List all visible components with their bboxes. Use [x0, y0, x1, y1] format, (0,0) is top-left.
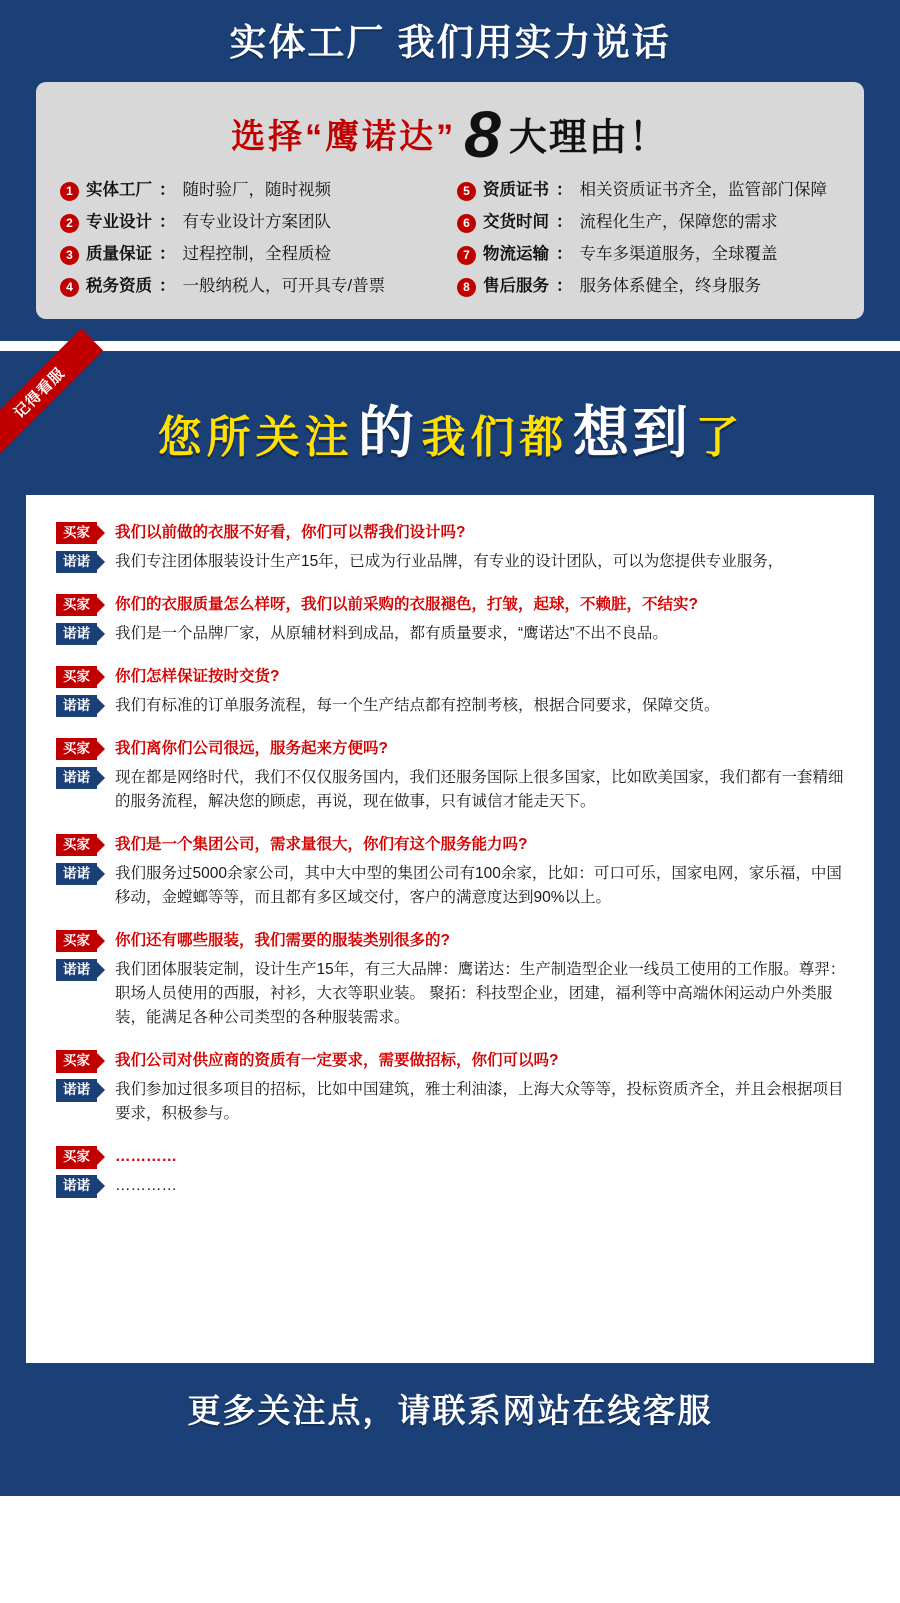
reason-title: 交货时间	[483, 213, 549, 232]
faq-answer-row	[56, 622, 848, 646]
reason-title: 售后服务	[483, 277, 549, 296]
faq-heading-part-4: 想到	[572, 401, 691, 465]
reasons-heading-right: 大理由！	[508, 117, 669, 160]
corner-ribbon: 记得看服	[0, 329, 103, 457]
faq-question-row	[56, 833, 848, 857]
faq-question-text: 我们以前做的衣服不好看，你们可以帮我们设计吗?	[115, 524, 466, 542]
buyer-tag: 买家	[56, 594, 97, 616]
faq-question-text: 我们离你们公司很远，服务起来方便吗?	[115, 740, 388, 758]
reason-title: 资质证书	[483, 181, 549, 200]
reason-number-badge: 2	[60, 214, 79, 233]
faq-heading-part-1: 您所关注	[157, 413, 354, 463]
faq-answer-row	[56, 1174, 848, 1198]
reasons-card	[36, 82, 864, 319]
reasons-grid	[60, 180, 840, 297]
seller-tag: 诺诺	[56, 1175, 97, 1197]
faq-heading-part-5: 了	[695, 413, 743, 463]
reason-colon: ：	[556, 213, 573, 232]
reason-number-badge: 8	[457, 278, 476, 297]
faq-item	[56, 833, 848, 910]
faq-question-row	[56, 593, 848, 617]
faq-answer-text: 现在都是网络时代，我们不仅仅服务国内，我们还服务国际上很多国家，比如欧美国家，我们都有一套精细的服务流程，解决您的顾虑，再说，现在做事，只有诚信才能走天下。	[115, 769, 844, 811]
reason-text: 有专业设计方案团队	[182, 213, 331, 232]
reason-colon: ：	[556, 277, 573, 296]
faq-answer-text: 我们参加过很多项目的招标，比如中国建筑，雅士利油漆，上海大众等等，投标资质齐全，并且会根据项目要求，积极参与。	[115, 1081, 844, 1123]
reason-item	[457, 180, 840, 201]
reason-item	[457, 276, 840, 297]
buyer-tag: 买家	[56, 834, 97, 856]
buyer-tag: 买家	[56, 522, 97, 544]
reason-number-badge: 7	[457, 246, 476, 265]
faq-card	[26, 495, 874, 1363]
faq-item	[56, 1049, 848, 1126]
reason-text: 服务体系健全，终身服务	[579, 277, 761, 296]
reason-text: 随时验厂，随时视频	[182, 181, 331, 200]
faq-answer-row	[56, 694, 848, 718]
faq-answer-text: 我们有标准的订单服务流程，每一个生产结点都有控制考核，根据合同要求，保障交货。	[115, 697, 720, 715]
reason-item	[60, 276, 443, 297]
reason-colon: ：	[159, 277, 176, 296]
reason-number-badge: 4	[60, 278, 79, 297]
reason-number-badge: 5	[457, 182, 476, 201]
faq-question-text: 你们还有哪些服装，我们需要的服装类别很多的?	[115, 932, 450, 950]
seller-tag: 诺诺	[56, 959, 97, 981]
buyer-tag: 买家	[56, 930, 97, 952]
faq-answer-text: 我们专注团体服装设计生产15年，已成为行业品牌，有专业的设计团队，可以为您提供专业服务，	[115, 553, 784, 571]
faq-heading-part-3: 我们都	[421, 413, 569, 463]
faq-question-row	[56, 1145, 848, 1169]
reason-colon: ：	[159, 181, 176, 200]
reason-item	[60, 180, 443, 201]
faq-question-row	[56, 665, 848, 689]
seller-tag: 诺诺	[56, 863, 97, 885]
seller-tag: 诺诺	[56, 623, 97, 645]
reason-number-badge: 1	[60, 182, 79, 201]
faq-question-text: 我们是一个集团公司，需求量很大，你们有这个服务能力吗?	[115, 836, 528, 854]
faq-answer-text: 我们是一个品牌厂家，从原辅材料到成品，都有质量要求，“鹰诺达”不出不良品。	[115, 625, 668, 643]
buyer-tag: 买家	[56, 1050, 97, 1072]
faq-answer-row	[56, 550, 848, 574]
faq-item	[56, 737, 848, 814]
faq-heading	[0, 351, 900, 495]
faq-answer-text: 我们服务过5000余家公司，其中大中型的集团公司有100余家，比如：可口可乐，国家电网，家乐福，中国移动，金螳螂等等，而且都有多区域交付，客户的满意度达到90%以上。	[115, 865, 842, 907]
buyer-tag: 买家	[56, 738, 97, 760]
reason-text: 专车多渠道服务，全球覆盖	[579, 245, 778, 264]
faq-answer-text: 我们团体服装定制，设计生产15年，有三大品牌：鹰诺达：生产制造型企业一线员工使用的工作服。尊羿：职场人员使用的西服，衬衫，大衣等职业装。 聚拓：科技型企业，团建，福利等中高端休闲运动户外类服装，能满足各种公司类型的各种服装需求。	[115, 961, 846, 1027]
reason-colon: ：	[556, 245, 573, 264]
reason-title: 税务资质	[86, 277, 152, 296]
footer-banner: 更多关注点，请联系网站在线客服	[0, 1363, 900, 1458]
faq-section	[0, 351, 900, 1496]
seller-tag: 诺诺	[56, 1079, 97, 1101]
faq-item	[56, 1145, 848, 1198]
faq-item	[56, 521, 848, 574]
reason-title: 专业设计	[86, 213, 152, 232]
faq-item	[56, 929, 848, 1030]
reason-colon: ：	[556, 181, 573, 200]
reason-text: 流程化生产，保障您的需求	[579, 213, 778, 232]
faq-question-row	[56, 929, 848, 953]
reason-item	[457, 244, 840, 265]
reason-title: 质量保证	[86, 245, 152, 264]
faq-answer-row	[56, 958, 848, 1030]
reason-title: 物流运输	[483, 245, 549, 264]
reason-colon: ：	[159, 245, 176, 264]
top-section	[0, 0, 900, 341]
faq-answer-row	[56, 1078, 848, 1126]
seller-tag: 诺诺	[56, 695, 97, 717]
section-divider	[0, 341, 900, 351]
buyer-tag: 买家	[56, 666, 97, 688]
faq-question-text: 我们公司对供应商的资质有一定要求，需要做招标，你们可以吗?	[115, 1052, 559, 1070]
faq-item	[56, 665, 848, 718]
reason-colon: ：	[159, 213, 176, 232]
reasons-heading-left: 选择“鹰诺达”	[231, 118, 457, 157]
faq-answer-row	[56, 766, 848, 814]
reason-item	[60, 212, 443, 233]
reason-text: 一般纳税人，可开具专/普票	[182, 277, 386, 296]
buyer-tag: 买家	[56, 1146, 97, 1168]
reasons-heading	[60, 96, 840, 180]
faq-answer-row	[56, 862, 848, 910]
faq-question-text: 你们的衣服质量怎么样呀，我们以前采购的衣服褪色，打皱，起球，不赖脏，不结实?	[115, 596, 698, 614]
seller-tag: 诺诺	[56, 551, 97, 573]
faq-heading-part-2: 的	[358, 401, 418, 465]
faq-question-row	[56, 521, 848, 545]
reason-number-badge: 6	[457, 214, 476, 233]
seller-tag: 诺诺	[56, 767, 97, 789]
reason-title: 实体工厂	[86, 181, 152, 200]
faq-question-text: 你们怎样保证按时交货?	[115, 668, 280, 686]
faq-answer-text: …………	[115, 1177, 177, 1195]
reason-item	[60, 244, 443, 265]
reason-text: 过程控制，全程质检	[182, 245, 331, 264]
faq-question-row	[56, 1049, 848, 1073]
faq-question-row	[56, 737, 848, 761]
top-headline: 实体工厂 我们用实力说话	[229, 22, 671, 63]
reason-number-badge: 3	[60, 246, 79, 265]
faq-question-text: …………	[115, 1148, 177, 1166]
reason-item	[457, 212, 840, 233]
reasons-heading-number: 8	[464, 96, 501, 171]
faq-item	[56, 593, 848, 646]
reason-text: 相关资质证书齐全，监管部门保障	[579, 181, 827, 200]
